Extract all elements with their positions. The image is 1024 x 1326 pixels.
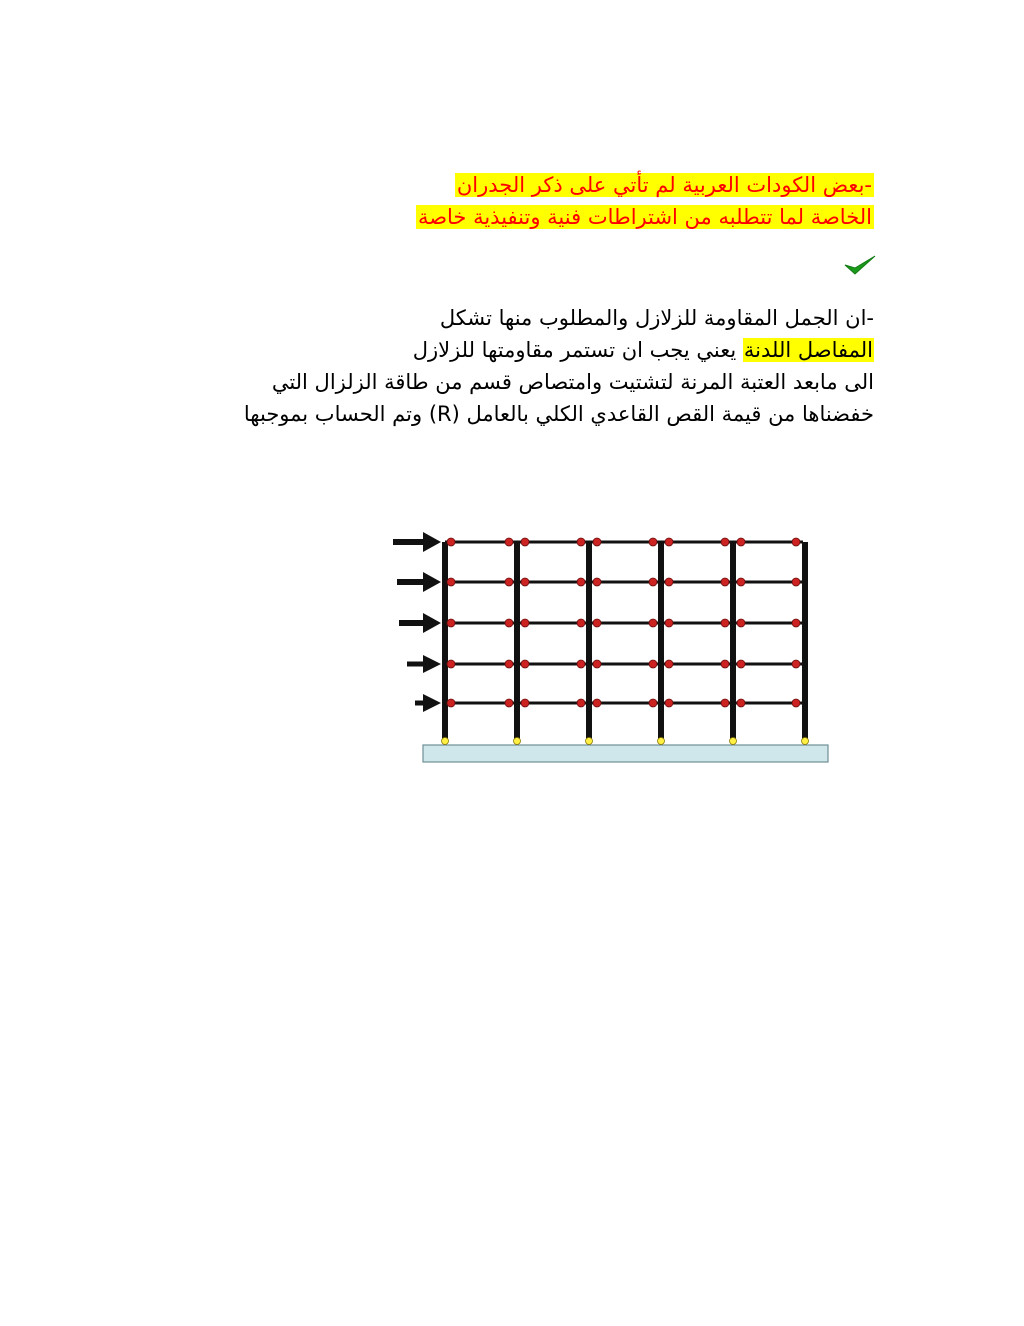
paragraph-codes-note bbox=[416, 169, 874, 233]
paragraph2-line1: -ان الجمل المقاومة للزلازل والمطلوب منها تشكل bbox=[439, 306, 874, 330]
paragraph-plastic-hinges bbox=[244, 302, 874, 430]
columns bbox=[445, 542, 805, 743]
paragraph2-line2-rest: يعني يجب ان تستمر مقاومتها للزلازل bbox=[412, 338, 743, 362]
paragraph1-line1 bbox=[416, 169, 874, 201]
paragraph1-line2-text: الخاصة لما تتطلبه من اشتراطات فنية وتنفيذية خاصة bbox=[417, 205, 872, 229]
paragraph1-line2 bbox=[416, 201, 874, 233]
paragraph2-line2 bbox=[244, 334, 874, 366]
load-arrow-5 bbox=[415, 694, 441, 712]
beams bbox=[445, 542, 803, 703]
load-arrow-1 bbox=[393, 532, 441, 552]
load-arrow-4 bbox=[407, 655, 441, 673]
base-hinges bbox=[442, 738, 809, 745]
paragraph2-line3: الى مابعد العتبة المرنة لتشتيت وامتصاص قسم من طاقة الزلزال التي bbox=[271, 370, 874, 394]
checkmark-icon bbox=[843, 253, 877, 277]
paragraph2-line4: خفضناها من قيمة القص القاعدي الكلي بالعامل (R) وتم الحساب بموجبها bbox=[243, 402, 874, 426]
paragraph1-line1-text: -بعض الكودات العربية لم تأتي على ذكر الجدران bbox=[456, 173, 872, 197]
load-arrow-2 bbox=[397, 572, 441, 592]
foundation-base bbox=[423, 745, 828, 762]
frame-plastic-hinges-diagram bbox=[385, 525, 835, 770]
load-arrow-3 bbox=[399, 613, 441, 633]
plastic-hinges-highlight: المفاصل اللدنة bbox=[743, 338, 873, 362]
lateral-load-arrows bbox=[393, 532, 441, 712]
